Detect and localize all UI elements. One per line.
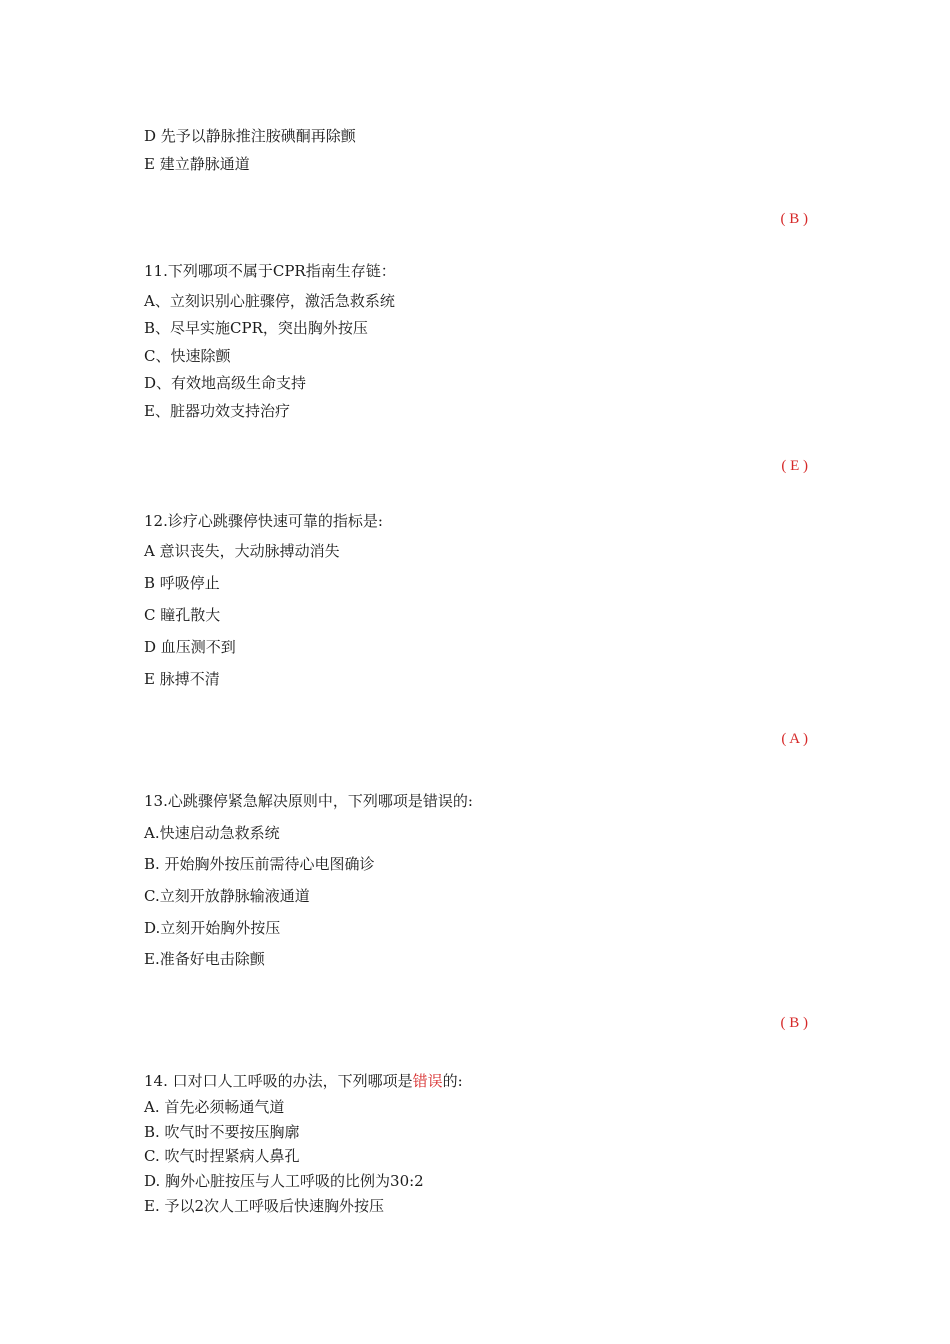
q11-option-c: C、快速除颤: [144, 347, 231, 365]
q14-option-d: D. 胸外心脏按压与人工呼吸的比例为30:2: [144, 1172, 424, 1190]
q14-stem: [144, 1071, 463, 1091]
q11-option-d: D、有效地高级生命支持: [144, 374, 307, 392]
q13-option-a: A.快速启动急救系统: [144, 824, 280, 842]
q14-option-e: E. 予以2次人工呼吸后快速胸外按压: [144, 1197, 385, 1215]
q13-option-d: D.立刻开始胸外按压: [144, 919, 281, 937]
q12-option-a: A 意识丧失，大动脉搏动消失: [144, 542, 340, 560]
q12-stem: 12.诊疗心跳骤停快速可靠的指标是:: [144, 512, 383, 530]
q14-option-a: A. 首先必须畅通气道: [144, 1098, 285, 1116]
q13-option-b: B. 开始胸外按压前需待心电图确诊: [144, 855, 375, 873]
q13-answer: ( B ): [780, 1015, 808, 1031]
q13-stem: 13.心跳骤停紧急解决原则中，下列哪项是错误的:: [144, 792, 473, 810]
q13-option-c: C.立刻开放静脉输液通道: [144, 887, 310, 905]
q12-answer: ( A ): [781, 731, 808, 747]
q11-option-a: A、立刻识别心脏骤停，激活急救系统: [144, 292, 395, 310]
q12-option-b: B 呼吸停止: [144, 574, 220, 592]
q10-answer: ( B ): [780, 211, 808, 227]
q11-option-b: B、尽早实施CPR，突出胸外按压: [144, 319, 368, 337]
q13-option-e: E.准备好电击除颤: [144, 950, 265, 968]
q12-option-e: E 脉搏不清: [144, 670, 220, 688]
q11-option-e: E、脏器功效支持治疗: [144, 402, 290, 420]
q14-stem-highlight: 错误: [412, 1072, 443, 1090]
q10-option-e: E 建立静脉通道: [144, 155, 250, 173]
q14-stem-end: 的:: [442, 1072, 463, 1090]
q14-option-b: B. 吹气时不要按压胸廓: [144, 1123, 300, 1141]
q12-option-c: C 瞳孔散大: [144, 606, 221, 624]
q14-stem-text: 14. 口对口人工呼吸的办法，下列哪项是: [144, 1072, 413, 1090]
q10-option-d: D 先予以静脉推注胺碘酮再除颤: [144, 127, 356, 145]
q11-stem: 11.下列哪项不属于CPR指南生存链：: [144, 262, 396, 280]
q14-option-c: C. 吹气时捏紧病人鼻孔: [144, 1147, 300, 1165]
q11-answer: ( E ): [781, 458, 808, 474]
q12-option-d: D 血压测不到: [144, 638, 236, 656]
